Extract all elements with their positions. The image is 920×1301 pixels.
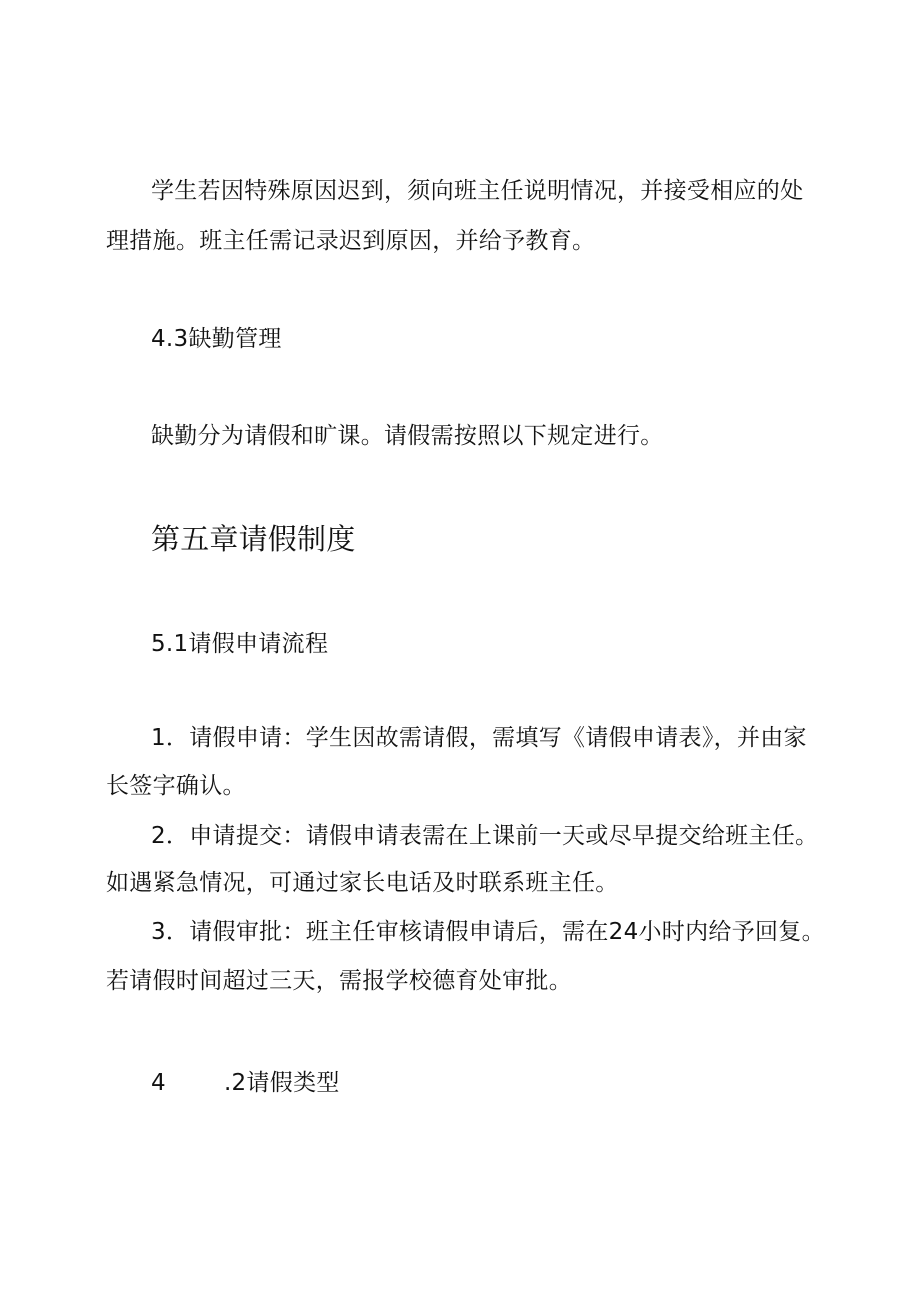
chapter-5-heading: 第五章请假制度 [151, 522, 356, 556]
section-4-3-title: 4.3缺勤管理 [151, 326, 282, 352]
list-item-3-line-2: 若请假时间超过三天，需报学校德育处审批。 [106, 968, 572, 994]
section-5-2-number: 4 [151, 1070, 166, 1096]
list-item-1-line-2: 长签字确认。 [106, 773, 246, 799]
list-item-2-line-2: 如遇紧急情况，可通过家长电话及时联系班主任。 [106, 870, 619, 896]
list-item-1-line-1: 1．请假申请：学生因故需请假，需填写《请假申请表》，并由家 [151, 725, 807, 751]
section-5-2-label: .2请假类型 [223, 1070, 340, 1096]
section-5-1-title: 5.1请假申请流程 [151, 631, 329, 657]
lateness-paragraph-line-2: 理措施。班主任需记录迟到原因，并给予教育。 [106, 228, 596, 254]
section-5-2-title [151, 1068, 340, 1098]
list-item-2-line-1: 2．申请提交：请假申请表需在上课前一天或尽早提交给班主任。 [151, 823, 819, 849]
list-item-3-line-1: 3．请假审批：班主任审核请假申请后，需在24小时内给予回复。 [151, 919, 825, 945]
section-4-3-body: 缺勤分为请假和旷课。请假需按照以下规定进行。 [151, 423, 664, 449]
lateness-paragraph-line-1: 学生若因特殊原因迟到，须向班主任说明情况，并接受相应的处 [151, 178, 804, 204]
